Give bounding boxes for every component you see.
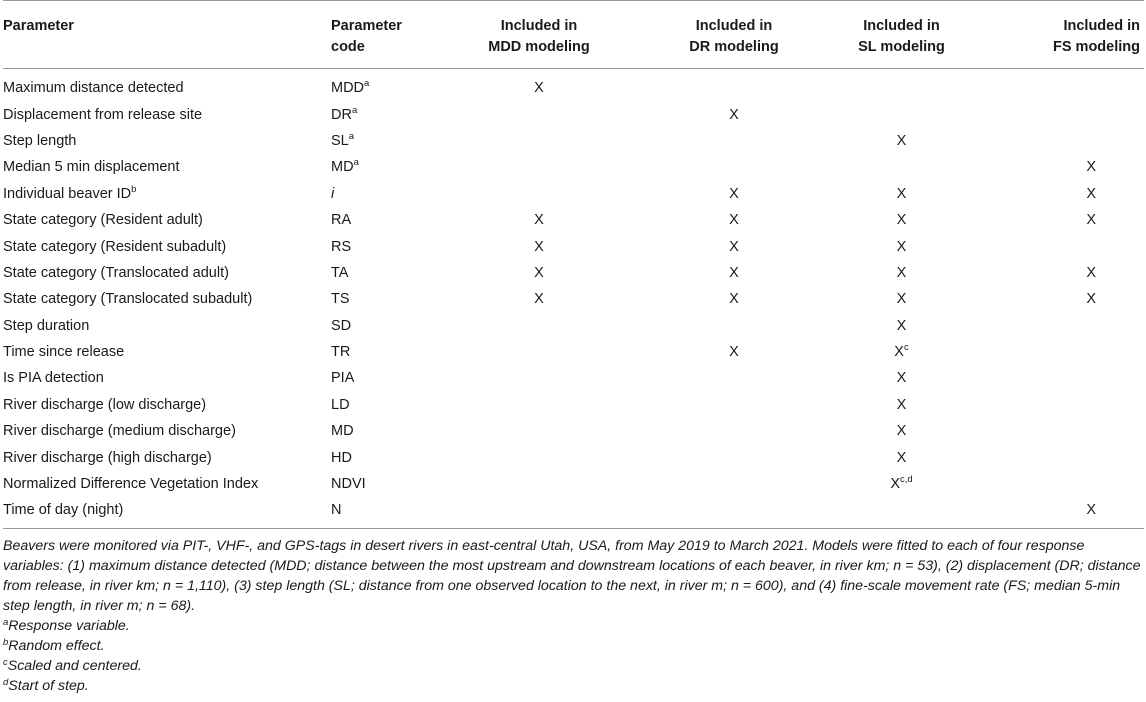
sl-cell — [843, 69, 960, 102]
code-cell — [331, 233, 453, 259]
dr-cell — [625, 233, 843, 259]
parameter-text: River discharge (medium discharge) — [3, 423, 236, 440]
code-footnote-mark: a — [351, 104, 358, 116]
sl-cell-value: X — [896, 212, 907, 229]
dr-cell-value: X — [729, 344, 739, 361]
dr-cell-value: X — [729, 212, 739, 229]
fs-cell — [960, 471, 1144, 497]
fs-cell — [960, 497, 1144, 527]
fs-cell-value: X — [1086, 264, 1096, 281]
sl-cell-value: X — [890, 476, 900, 493]
header-code: Parameter code — [331, 18, 402, 55]
table-row — [3, 154, 1144, 180]
parameter-text: State category (Translocated subadult) — [3, 291, 253, 308]
parameter-text: River discharge (high discharge) — [3, 449, 212, 466]
sl-footnote-mark: c — [903, 342, 909, 354]
code-cell — [331, 101, 453, 127]
dr-cell — [625, 286, 843, 312]
parameters-table — [3, 0, 1144, 528]
table-row — [3, 286, 1144, 312]
parameter-text: Median 5 min displacement — [3, 159, 180, 176]
table-row — [3, 313, 1144, 339]
code-text: RS — [331, 238, 352, 255]
dr-cell — [625, 69, 843, 102]
sl-cell — [843, 471, 960, 497]
code-text: PIA — [331, 370, 355, 387]
fs-cell — [960, 313, 1144, 339]
code-text: TR — [331, 344, 351, 361]
parameter-cell — [3, 154, 331, 180]
code-text: HD — [331, 449, 352, 466]
fs-cell — [960, 260, 1144, 286]
header-sl: Included in SL modeling — [858, 18, 945, 55]
mdd-cell — [453, 365, 625, 391]
footnote-mark: d — [3, 676, 9, 688]
code-text: TS — [331, 291, 350, 308]
sl-cell — [843, 101, 960, 127]
parameter-cell — [3, 128, 331, 154]
dr-cell — [625, 418, 843, 444]
sl-cell — [843, 128, 960, 154]
header-parameter: Parameter — [3, 18, 74, 34]
table-row — [3, 207, 1144, 233]
table-row — [3, 444, 1144, 470]
footnote-text: Random effect. — [8, 637, 105, 654]
code-cell — [331, 339, 453, 365]
parameter-text: Maximum distance detected — [3, 80, 184, 97]
parameter-text: Normalized Difference Vegetation Index — [3, 476, 259, 493]
fs-cell — [960, 69, 1144, 102]
dr-cell — [625, 101, 843, 127]
parameter-cell — [3, 207, 331, 233]
code-text: SD — [331, 317, 352, 334]
sl-cell — [843, 392, 960, 418]
notes-description: Beavers were monitored via PIT-, VHF-, and GPS-tags in desert rivers in east-central Utah, USA, from May 2019 to March 2021. Models were fitted to each of four response variables: (1) maximum distance detected (MDD; distance between the most upstream and downstream locations of each beaver, in river km; n = 53), (2) displacement (DR; distance from release, in river km; n = 1,110), (3) step length (SL; distance from one observed location to the next, in river m; n = 600), and (4) fine-scale movement rate (FS; median 5-min step length, in river m; n = 68). — [3, 537, 1141, 614]
mdd-cell — [453, 207, 625, 233]
code-cell — [331, 392, 453, 418]
parameter-cell — [3, 339, 331, 365]
parameter-cell — [3, 365, 331, 391]
sl-cell-value: X — [894, 344, 904, 361]
parameter-cell — [3, 260, 331, 286]
code-text: TA — [331, 264, 349, 281]
code-cell — [331, 365, 453, 391]
sl-cell — [843, 418, 960, 444]
table-row — [3, 260, 1144, 286]
sl-cell — [843, 497, 960, 527]
mdd-cell — [453, 101, 625, 127]
table-row — [3, 339, 1144, 365]
footnote — [3, 636, 1144, 656]
parameter-text: Is PIA detection — [3, 370, 104, 387]
sl-cell — [843, 260, 960, 286]
mdd-cell — [453, 339, 625, 365]
sl-cell — [843, 313, 960, 339]
mdd-cell-value: X — [534, 238, 544, 255]
mdd-cell-value: X — [534, 291, 544, 308]
mdd-cell — [453, 233, 625, 259]
dr-cell — [625, 392, 843, 418]
code-text: MD — [331, 159, 354, 176]
table-row — [3, 233, 1144, 259]
parameter-cell — [3, 471, 331, 497]
footnotes — [3, 616, 1144, 696]
fs-cell-value: X — [1086, 185, 1096, 202]
sl-cell-value: X — [896, 423, 907, 440]
fs-cell-value: X — [1086, 212, 1096, 229]
fs-cell — [960, 154, 1144, 180]
code-cell — [331, 286, 453, 312]
sl-cell-value: X — [896, 317, 907, 334]
mdd-cell — [453, 418, 625, 444]
mdd-cell-value: X — [534, 80, 544, 97]
parameter-cell — [3, 69, 331, 102]
parameter-text: Displacement from release site — [3, 106, 203, 123]
parameter-cell — [3, 418, 331, 444]
sl-cell-value: X — [896, 291, 907, 308]
fs-cell-value: X — [1086, 159, 1096, 176]
sl-cell-value: X — [896, 449, 907, 466]
sl-cell-value: X — [896, 185, 907, 202]
code-cell — [331, 497, 453, 527]
sl-footnote-mark: c,d — [899, 474, 913, 486]
table-row — [3, 69, 1144, 102]
table-notes — [3, 528, 1144, 696]
parameter-cell — [3, 392, 331, 418]
parameter-cell — [3, 313, 331, 339]
fs-cell — [960, 181, 1144, 207]
header-mdd: Included in MDD modeling — [488, 18, 590, 55]
table-row — [3, 181, 1144, 207]
sl-cell — [843, 286, 960, 312]
parameter-text: Step duration — [3, 317, 90, 334]
footnote — [3, 676, 1144, 696]
sl-cell-value: X — [896, 264, 907, 281]
code-text: N — [331, 502, 342, 519]
footnote-text: Start of step. — [8, 677, 89, 694]
code-cell — [331, 69, 453, 102]
fs-cell-value: X — [1086, 291, 1096, 308]
fs-cell — [960, 392, 1144, 418]
mdd-cell-value: X — [534, 212, 544, 229]
mdd-cell — [453, 69, 625, 102]
code-cell — [331, 313, 453, 339]
code-text: SL — [331, 132, 349, 149]
parameter-text: Time of day (night) — [3, 502, 124, 519]
dr-cell-value: X — [729, 291, 739, 308]
footnote — [3, 656, 1144, 676]
header-dr: Included in DR modeling — [689, 18, 779, 55]
dr-cell — [625, 154, 843, 180]
fs-cell — [960, 101, 1144, 127]
sl-cell — [843, 207, 960, 233]
dr-cell-value: X — [729, 185, 739, 202]
parameter-text: River discharge (low discharge) — [3, 396, 207, 413]
parameter-cell — [3, 497, 331, 527]
code-footnote-mark: a — [348, 130, 355, 142]
dr-cell — [625, 471, 843, 497]
parameter-text: State category (Resident adult) — [3, 212, 203, 229]
dr-cell-value: X — [729, 238, 739, 255]
parameter-text: State category (Translocated adult) — [3, 264, 229, 281]
parameter-cell — [3, 181, 331, 207]
dr-cell-value: X — [729, 264, 739, 281]
header-fs: Included in FS modeling — [1053, 18, 1140, 55]
code-cell — [331, 128, 453, 154]
fs-cell — [960, 365, 1144, 391]
code-cell — [331, 207, 453, 233]
sl-cell — [843, 154, 960, 180]
sl-cell — [843, 444, 960, 470]
parameter-cell — [3, 444, 331, 470]
code-cell — [331, 418, 453, 444]
code-text: DR — [331, 106, 352, 123]
parameter-text: Individual beaver ID — [3, 185, 132, 202]
sl-cell-value: X — [896, 132, 907, 149]
code-footnote-mark: a — [364, 78, 370, 90]
code-cell — [331, 260, 453, 286]
footnote-mark: b — [3, 636, 9, 648]
dr-cell — [625, 497, 843, 527]
mdd-cell — [453, 286, 625, 312]
code-cell — [331, 444, 453, 470]
table-row — [3, 392, 1144, 418]
code-text: LD — [331, 396, 350, 413]
dr-cell — [625, 313, 843, 339]
sl-cell — [843, 233, 960, 259]
fs-cell — [960, 286, 1144, 312]
parameter-footnote-mark: b — [131, 183, 137, 195]
code-text: RA — [331, 212, 352, 229]
code-footnote-mark: a — [353, 157, 359, 169]
mdd-cell — [453, 392, 625, 418]
dr-cell — [625, 444, 843, 470]
mdd-cell — [453, 497, 625, 527]
footnote-mark: c — [3, 656, 8, 668]
mdd-cell — [453, 444, 625, 470]
fs-cell — [960, 339, 1144, 365]
code-cell — [331, 154, 453, 180]
footnote-mark: a — [3, 616, 9, 628]
code-text: NDVI — [331, 476, 366, 493]
table-row — [3, 128, 1144, 154]
sl-cell-value: X — [896, 370, 907, 387]
fs-cell-value: X — [1086, 502, 1096, 519]
sl-cell — [843, 181, 960, 207]
mdd-cell — [453, 471, 625, 497]
footnote-text: Response variable. — [8, 617, 130, 634]
fs-cell — [960, 128, 1144, 154]
dr-cell — [625, 181, 843, 207]
fs-cell — [960, 207, 1144, 233]
mdd-cell-value: X — [534, 264, 544, 281]
code-text: MDD — [331, 80, 365, 97]
code-cell — [331, 181, 453, 207]
dr-cell — [625, 365, 843, 391]
fs-cell — [960, 233, 1144, 259]
parameter-text: State category (Resident subadult) — [3, 238, 227, 255]
parameter-cell — [3, 286, 331, 312]
code-text: i — [331, 185, 335, 202]
dr-cell — [625, 207, 843, 233]
table-header — [3, 1, 1144, 69]
footnote-text: Scaled and centered. — [7, 657, 142, 674]
sl-cell — [843, 339, 960, 365]
parameter-cell — [3, 101, 331, 127]
mdd-cell — [453, 260, 625, 286]
parameter-text: Time since release — [3, 344, 125, 361]
dr-cell-value: X — [729, 106, 739, 123]
code-text: MD — [331, 423, 354, 440]
fs-cell — [960, 418, 1144, 444]
sl-cell-value: X — [896, 396, 907, 413]
parameter-text: Step length — [3, 132, 77, 149]
mdd-cell — [453, 154, 625, 180]
table-row — [3, 418, 1144, 444]
sl-cell-value: X — [896, 238, 907, 255]
code-cell — [331, 471, 453, 497]
mdd-cell — [453, 313, 625, 339]
dr-cell — [625, 260, 843, 286]
footnote — [3, 616, 1144, 636]
table-row — [3, 497, 1144, 527]
sl-cell — [843, 365, 960, 391]
dr-cell — [625, 128, 843, 154]
table-row — [3, 365, 1144, 391]
mdd-cell — [453, 128, 625, 154]
parameter-cell — [3, 233, 331, 259]
fs-cell — [960, 444, 1144, 470]
mdd-cell — [453, 181, 625, 207]
table-body — [3, 69, 1144, 528]
dr-cell — [625, 339, 843, 365]
table-row — [3, 471, 1144, 497]
table-row — [3, 101, 1144, 127]
